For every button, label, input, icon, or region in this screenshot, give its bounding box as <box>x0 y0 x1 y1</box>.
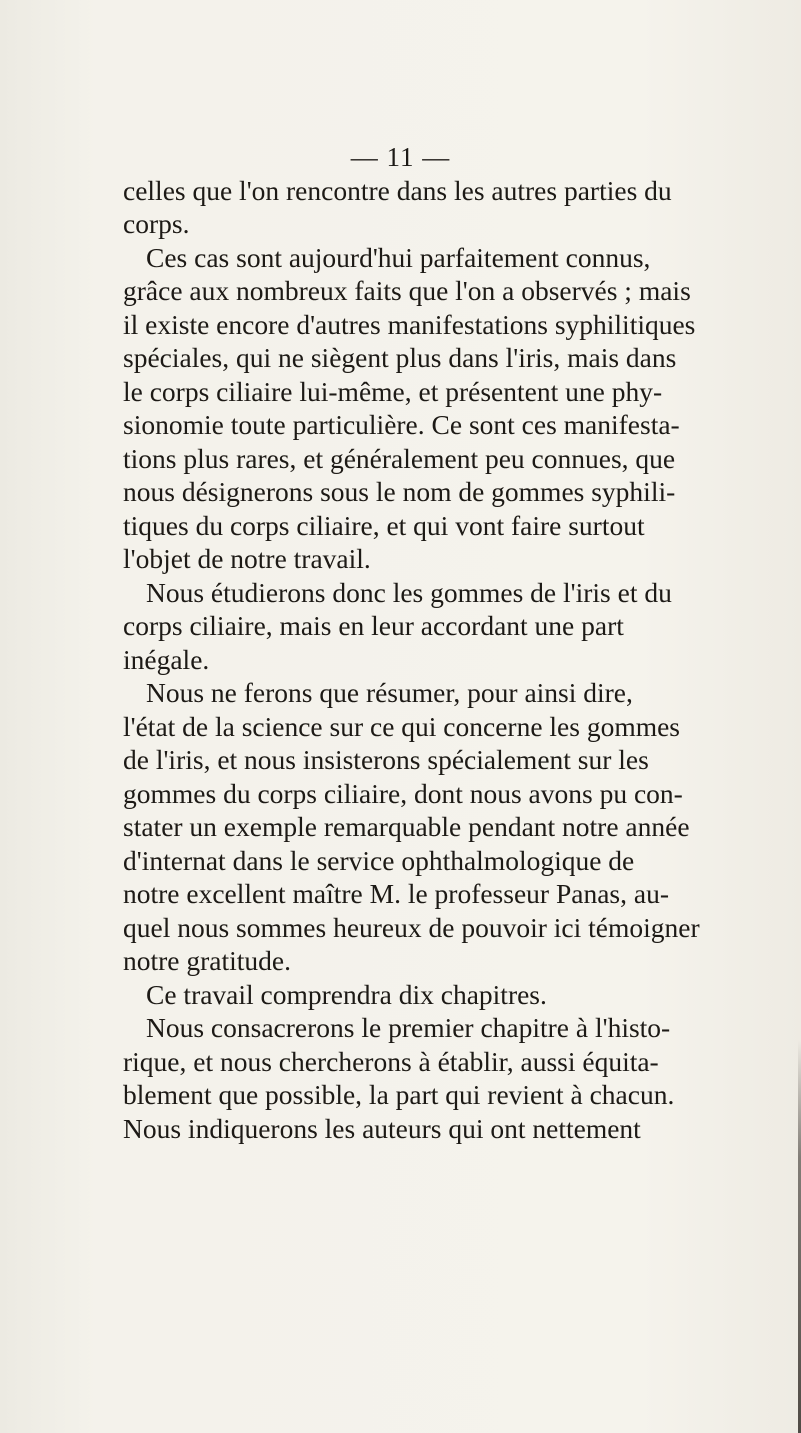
text-line: d'internat dans le service ophthalmologique de <box>123 845 635 876</box>
text-line: inégale. <box>123 644 210 675</box>
text-line: stater un exemple remarquable pendant notre année <box>123 811 690 842</box>
text-line: l'état de la science sur ce qui concerne les gommes <box>123 711 681 742</box>
text-line: grâce aux nombreux faits que l'on a observés ; mais <box>123 275 691 306</box>
text-line: sionomie toute particulière. Ce sont ces manifesta- <box>123 409 680 440</box>
text-line: il existe encore d'autres manifestations syphilitiques <box>123 309 696 340</box>
text-line: nous désignerons sous le nom de gommes syphili- <box>123 476 676 507</box>
text-line: notre gratitude. <box>123 945 291 976</box>
page-number: — 11 — <box>350 142 451 172</box>
text-line: celles que l'on rencontre dans les autres parties du <box>123 175 672 206</box>
text-line: Nous indiquerons les auteurs qui ont nettement <box>123 1113 641 1144</box>
text-line: le corps ciliaire lui-même, et présentent une phy- <box>123 376 663 407</box>
text-line: de l'iris, et nous insisterons spécialement sur les <box>123 744 649 775</box>
text-line: rique, et nous chercherons à établir, aussi équita- <box>123 1046 659 1077</box>
text-line: quel nous sommes heureux de pouvoir ici témoigner <box>123 912 700 943</box>
text-line: tiques du corps ciliaire, et qui vont faire surtout <box>123 510 645 541</box>
text-line: corps ciliaire, mais en leur accordant une part <box>123 610 624 641</box>
text-line: gommes du corps ciliaire, dont nous avons pu con- <box>123 778 683 809</box>
text-line: Nous étudierons donc les gommes de l'iris et du <box>146 577 672 608</box>
text-line: corps. <box>123 208 190 239</box>
text-line: l'objet de notre travail. <box>123 543 371 574</box>
text-line: Nous ne ferons que résumer, pour ainsi dire, <box>146 677 633 708</box>
text-line: Ces cas sont aujourd'hui parfaitement connus, <box>146 242 651 273</box>
text-line: tions plus rares, et généralement peu connues, que <box>123 443 676 474</box>
text-line: Nous consacrerons le premier chapitre à l'histo- <box>146 1012 671 1043</box>
text-line: Ce travail comprendra dix chapitres. <box>146 979 547 1010</box>
text-line: notre excellent maître M. le professeur Panas, au- <box>123 878 669 909</box>
text-line: spéciales, qui ne siègent plus dans l'iris, mais dans <box>123 342 677 373</box>
text-line: blement que possible, la part qui revient à chacun. <box>123 1079 675 1110</box>
